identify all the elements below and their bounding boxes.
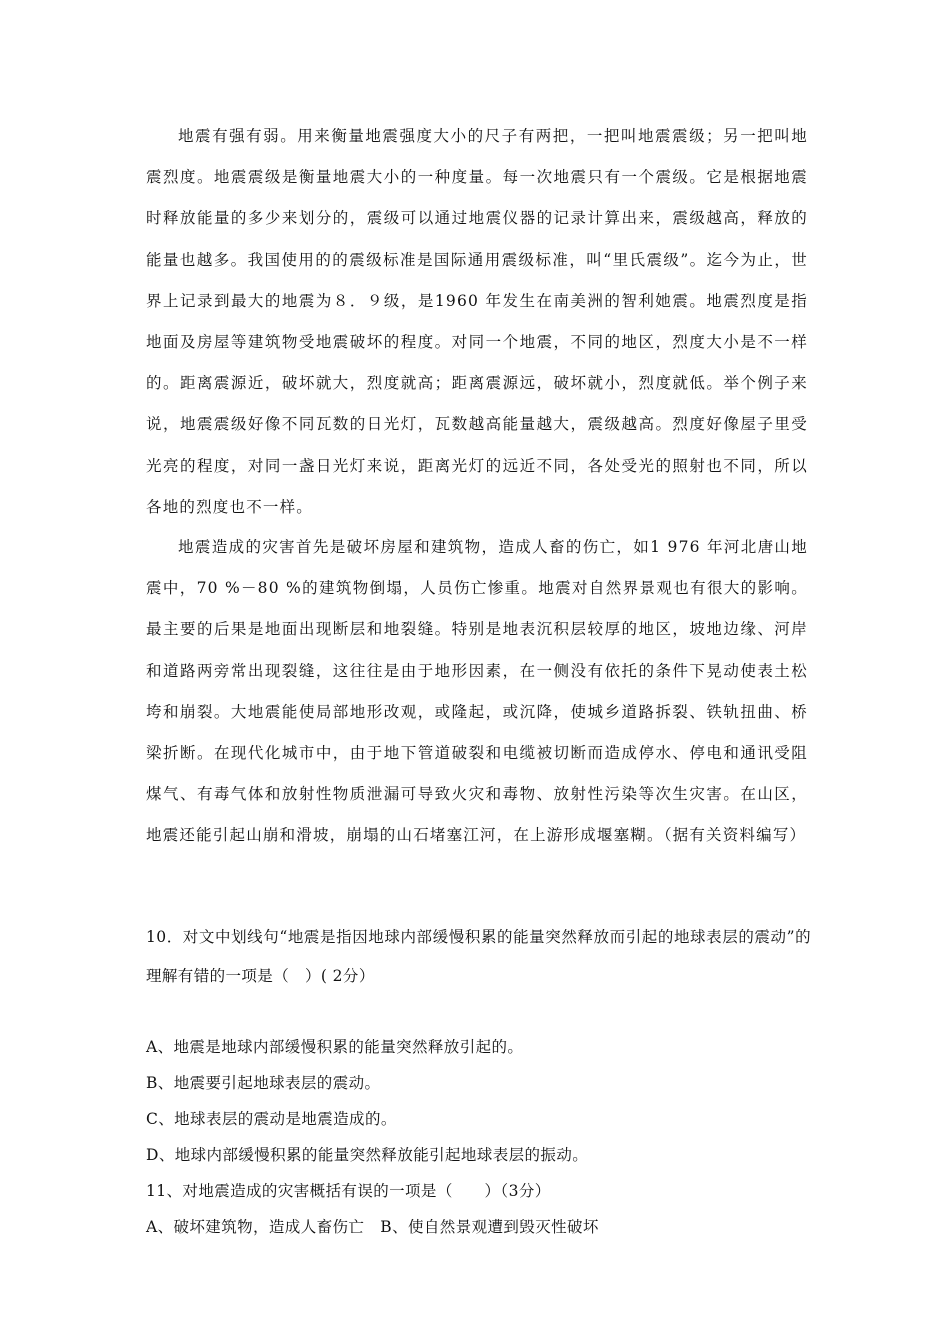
question-10-option-c: C、地球表层的震动是地震造成的。 bbox=[146, 1110, 397, 1128]
passage-paragraph-1: 地震有强有弱。用来衡量地震强度大小的尺子有两把，一把叫地震震级；另一把叫地震烈度。地震震级是衡量地震大小的一种度量。每一次地震只有一个震级。它是根据地震时释放能量的多少来划分的，震级可以通过地震仪器的记录计算出来，震级越高，释放的能量也越多。我国使用的的震级标准是国际通用震级标准，叫“里氏震级”。迄今为止，世界上记录到最大的地震为８．９级，是1960 年发生在南美洲的智利她震。地震烈度是指地面及房屋等建筑物受地震破坏的程度。对同一个地震，不同的地区，烈度大小是不一样的。距离震源近，破坏就大，烈度就高；距离震源远，破坏就小，烈度就低。举个例子来说，地震震级好像不同瓦数的日光灯，瓦数越高能量越大，震级越高。烈度好像屋子里受光亮的程度，对同一盏日光灯来说，距离光灯的远近不同，各处受光的照射也不同，所以各地的烈度也不一样。 bbox=[146, 127, 808, 516]
question-11-options bbox=[146, 1215, 599, 1237]
question-11-option-b: B、使自然景观遭到毁灭性破坏 bbox=[380, 1218, 599, 1236]
question-11-stem: 11、对地震造成的灾害概括有误的一项是（ ）（3分） bbox=[146, 1182, 551, 1200]
question-10-option-a: A、地震是地球内部缓慢积累的能量突然释放引起的。 bbox=[146, 1038, 524, 1056]
question-10-stem: 10．对文中划线句“地震是指因地球内部缓慢积累的能量突然释放而引起的地球表层的震动”的理解有错的一项是（ ）( 2分） bbox=[146, 928, 811, 985]
question-11-option-a: A、破坏建筑物，造成人畜伤亡 bbox=[146, 1218, 365, 1236]
passage-paragraph-2: 地震造成的灾害首先是破坏房屋和建筑物，造成人畜的伤亡，如1 976 年河北唐山地震中，70 %－80 %的建筑物倒塌，人员伤亡惨重。地震对自然界景观也有很大的影响。最主要的后果是地面出现断层和地裂缝。特别是地表沉积层较厚的地区，坡地边缘、河岸和道路两旁常出现裂缝，这往往是由于地形因素，在一侧没有依托的条件下晃动使表土松垮和崩裂。大地震能使局部地形改观，或隆起，或沉降，使城乡道路拆裂、铁轨扭曲、桥梁折断。在现代化城市中，由于地下管道破裂和电缆被切断而造成停水、停电和通讯受阻煤气、有毒气体和放射性物质泄漏可导致火灾和毒物、放射性污染等次生灾害。在山区，地震还能引起山崩和滑坡，崩塌的山石堵塞江河，在上游形成堰塞糊。（据有关资料编写） bbox=[146, 538, 808, 845]
question-10-option-d: D、地球内部缓慢积累的能量突然释放能引起地球表层的振动。 bbox=[146, 1146, 589, 1164]
question-10-option-b: B、地震要引起地球表层的震动。 bbox=[146, 1074, 381, 1092]
